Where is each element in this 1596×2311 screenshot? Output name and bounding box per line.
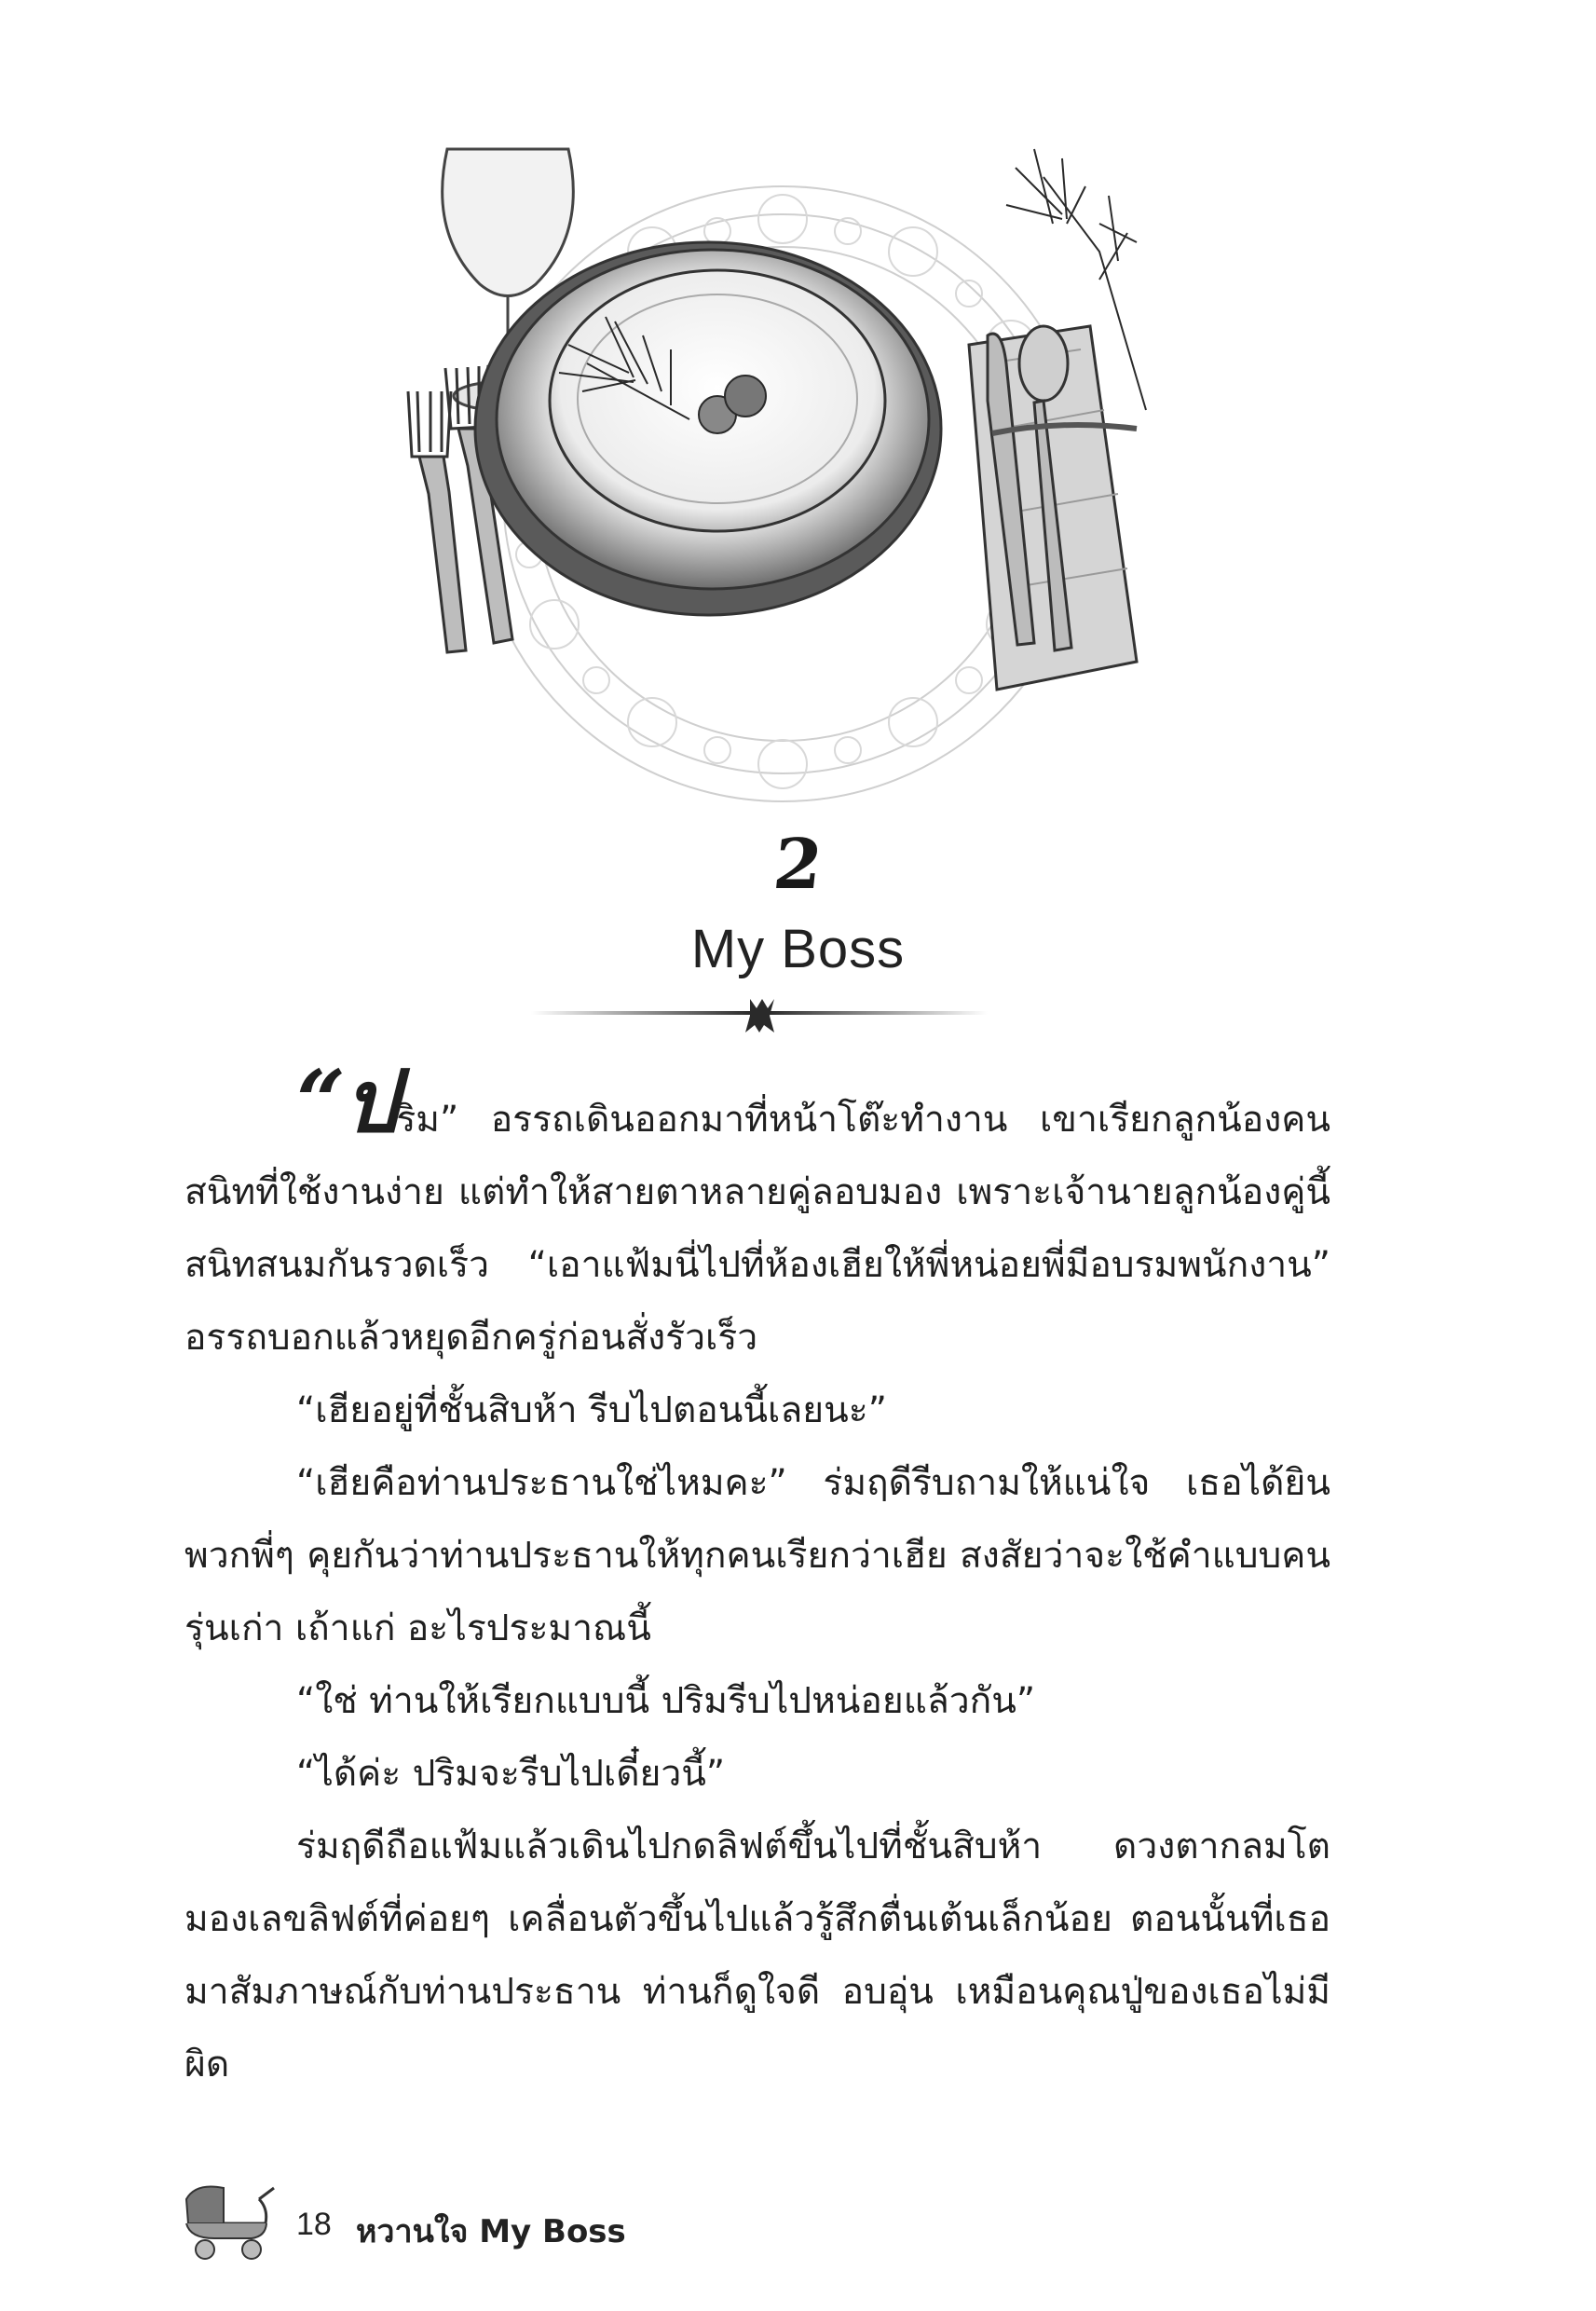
chapter-body [184, 1051, 1330, 2101]
ornamental-divider [531, 995, 988, 1042]
running-book-title: หวานใจ My Boss [356, 2213, 626, 2250]
page-footer [177, 2181, 1016, 2264]
paragraph: ร่มฤดีถือแฟ้มแล้วเดินไปกดลิฟต์ขึ้นไปที่ชั้นสิบห้า ดวงตากลมโตมองเลขลิฟต์ที่ค่อยๆ เคลื่อนตัวขึ้นไปแล้วรู้สึกตื่นเต้นเล็กน้อย ตอนนั้นที่เธอมาสัมภาษณ์กับท่านประธาน ท่านก็ดูใจดี อบอุ่น เหมือนคุณปู่ของเธอไม่มีผิด [184, 1826, 1330, 2085]
paragraph: “ใช่ ท่านให้เรียกแบบนี้ ปริมรีบไปหน่อยแล้วกัน” [296, 1680, 1036, 1722]
baby-stroller-icon [177, 2181, 280, 2261]
paragraph-text: ริม” อรรถเดินออกมาที่หน้าโต๊ะทำงาน เขาเรียกลูกน้องคนสนิทที่ใช้งานง่าย แต่ทำให้สายตาหลายคู่ลอบมอง เพราะเจ้านายลูกน้องคู่นี้สนิทสนมกันรวดเร็ว “เอาแฟ้มนี่ไปที่ห้องเฮียให้พี่หน่อยพี่มีอบรมพนักงาน” อรรถบอกแล้วหยุดอีกครู่ก่อนสั่งรัวเร็ว [184, 1099, 1330, 1359]
drop-cap: “ป [296, 1051, 397, 1152]
place-setting-icon [391, 121, 1155, 829]
chapter-number: 2 [770, 825, 826, 905]
paragraph: “เฮียคือท่านประธานใช่ไหมคะ” ร่มฤดีรีบถามให้แน่ใจ เธอได้ยินพวกพี่ๆ คุยกันว่าท่านประธานให้ทุกคนเรียกว่าเฮีย สงสัยว่าจะใช้คำแบบคนรุ่นเก่า เถ้าแก่ อะไรประมาณนี้ [184, 1462, 1330, 1649]
paragraph: “ได้ค่ะ ปริมจะรีบไปเดี๋ยวนี้” [296, 1753, 726, 1795]
paragraph [184, 1051, 1330, 1374]
page-number: 18 [296, 2207, 332, 2242]
chapter-title: My Boss [690, 919, 906, 979]
paragraph: “เฮียอยู่ที่ชั้นสิบห้า รีบไปตอนนี้เลยนะ” [296, 1389, 887, 1431]
